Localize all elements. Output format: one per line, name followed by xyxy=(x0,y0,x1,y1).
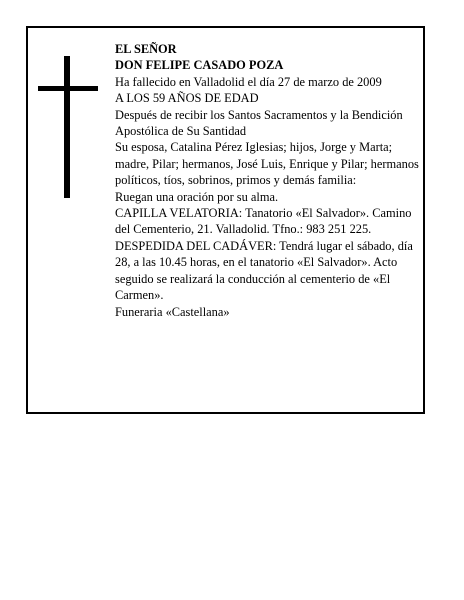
death-info: Ha fallecido en Valladolid el día 27 de marzo de 2009 xyxy=(115,74,382,89)
family-text: Su esposa, Catalina Pérez Iglesias; hijos, Jorge y Marta; madre, Pilar; hermanos, José Luis, Enrique y Pilar; hermanos políticos, tíos, sobrinos, primos y demás familia: xyxy=(115,140,419,188)
obituary-notice xyxy=(26,26,425,414)
prayer-text: Ruegan una oración por su alma. xyxy=(115,189,279,204)
sacraments-text: Después de recibir los Santos Sacramentos y la Bendición Apostólica de Su Santidad xyxy=(115,107,403,139)
title-line-1: EL SEÑOR xyxy=(115,42,177,56)
cross-horizontal-bar xyxy=(38,86,98,91)
funeral-home: Funeraria «Castellana» xyxy=(115,304,230,319)
age-info: A LOS 59 AÑOS DE EDAD xyxy=(115,91,259,106)
notice-text xyxy=(115,41,423,320)
wake-info: CAPILLA VELATORIA: Tanatorio «El Salvador». Camino del Cementerio, 21. Valladolid. Tfno.: 983 251 225. xyxy=(115,206,412,237)
deceased-name: DON FELIPE CASADO POZA xyxy=(115,58,284,73)
farewell-info: DESPEDIDA DEL CADÁVER: Tendrá lugar el sábado, día 28, a las 10.45 horas, en el tanatorio «El Salvador». Acto seguido se realizará la conducción al cementerio de «El Carmen». xyxy=(115,238,413,303)
cross-icon xyxy=(38,56,98,198)
cross-vertical-bar xyxy=(64,56,70,198)
